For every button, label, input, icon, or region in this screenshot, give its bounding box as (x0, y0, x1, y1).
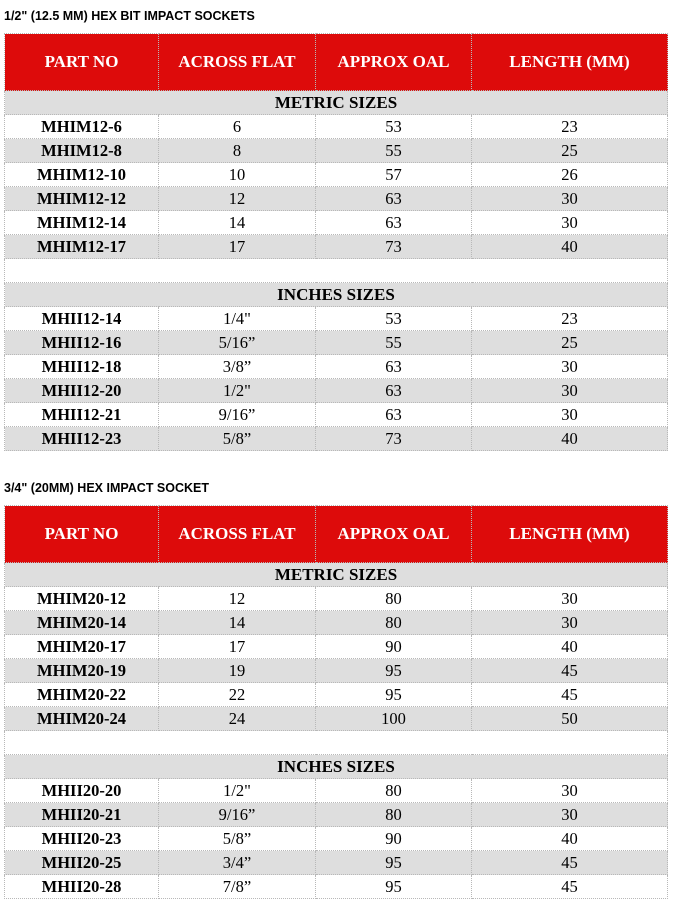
table-row (5, 851, 668, 875)
part-no-cell: MHIM20-24 (5, 707, 159, 731)
approx-oal-cell: 90 (316, 827, 472, 851)
length-cell: 45 (472, 659, 668, 683)
metric-sizes-row (5, 563, 668, 587)
approx-oal-cell: 57 (316, 163, 472, 187)
table-row (5, 683, 668, 707)
part-no-cell: MHIM12-10 (5, 163, 159, 187)
length-cell: 26 (472, 163, 668, 187)
part-no-cell: MHIM20-17 (5, 635, 159, 659)
table-row (5, 379, 668, 403)
length-cell: 30 (472, 803, 668, 827)
length-cell: 50 (472, 707, 668, 731)
part-no-cell: MHII12-23 (5, 427, 159, 451)
part-no-cell: MHII12-20 (5, 379, 159, 403)
table-row (5, 403, 668, 427)
table-row (5, 163, 668, 187)
header-part-no: PART NO (5, 34, 159, 91)
spacer-row (5, 259, 668, 283)
part-no-cell: MHIM12-12 (5, 187, 159, 211)
part-no-cell: MHIM12-6 (5, 115, 159, 139)
approx-oal-cell: 95 (316, 875, 472, 899)
approx-oal-cell: 100 (316, 707, 472, 731)
table-row (5, 659, 668, 683)
part-no-cell: MHIM12-14 (5, 211, 159, 235)
metric-sizes-label: METRIC SIZES (5, 563, 668, 587)
part-no-cell: MHII20-23 (5, 827, 159, 851)
table-row (5, 611, 668, 635)
across-flat-cell: 3/8” (159, 355, 316, 379)
length-cell: 30 (472, 587, 668, 611)
inches-sizes-row (5, 755, 668, 779)
length-cell: 45 (472, 683, 668, 707)
table-row (5, 779, 668, 803)
approx-oal-cell: 55 (316, 139, 472, 163)
across-flat-cell: 5/16” (159, 331, 316, 355)
table-row (5, 355, 668, 379)
part-no-cell: MHIM20-19 (5, 659, 159, 683)
spacer-row (5, 731, 668, 755)
table-row (5, 803, 668, 827)
across-flat-cell: 12 (159, 587, 316, 611)
approx-oal-cell: 55 (316, 331, 472, 355)
header-approx-oal: APPROX OAL (316, 34, 472, 91)
approx-oal-cell: 80 (316, 779, 472, 803)
approx-oal-cell: 95 (316, 659, 472, 683)
across-flat-cell: 9/16” (159, 803, 316, 827)
approx-oal-cell: 53 (316, 307, 472, 331)
across-flat-cell: 24 (159, 707, 316, 731)
header-across-flat: ACROSS FLAT (159, 34, 316, 91)
approx-oal-cell: 73 (316, 427, 472, 451)
approx-oal-cell: 63 (316, 403, 472, 427)
table-row (5, 427, 668, 451)
part-no-cell: MHIM20-22 (5, 683, 159, 707)
table-row (5, 211, 668, 235)
table-row (5, 115, 668, 139)
length-cell: 30 (472, 403, 668, 427)
table-row (5, 139, 668, 163)
across-flat-cell: 17 (159, 635, 316, 659)
across-flat-cell: 5/8” (159, 827, 316, 851)
part-no-cell: MHIM20-12 (5, 587, 159, 611)
approx-oal-cell: 95 (316, 683, 472, 707)
approx-oal-cell: 53 (316, 115, 472, 139)
length-cell: 40 (472, 427, 668, 451)
length-cell: 25 (472, 139, 668, 163)
length-cell: 25 (472, 331, 668, 355)
across-flat-cell: 1/2" (159, 379, 316, 403)
length-cell: 23 (472, 115, 668, 139)
length-cell: 30 (472, 379, 668, 403)
length-cell: 45 (472, 851, 668, 875)
part-no-cell: MHII20-28 (5, 875, 159, 899)
length-cell: 45 (472, 875, 668, 899)
across-flat-cell: 7/8” (159, 875, 316, 899)
header-across-flat: ACROSS FLAT (159, 506, 316, 563)
approx-oal-cell: 73 (316, 235, 472, 259)
approx-oal-cell: 63 (316, 355, 472, 379)
header-part-no: PART NO (5, 506, 159, 563)
across-flat-cell: 8 (159, 139, 316, 163)
across-flat-cell: 22 (159, 683, 316, 707)
header-length-mm: LENGTH (MM) (472, 34, 668, 91)
across-flat-cell: 1/4" (159, 307, 316, 331)
approx-oal-cell: 63 (316, 211, 472, 235)
table-row (5, 587, 668, 611)
length-cell: 30 (472, 355, 668, 379)
table-row (5, 187, 668, 211)
table-row (5, 827, 668, 851)
approx-oal-cell: 80 (316, 611, 472, 635)
length-cell: 30 (472, 211, 668, 235)
approx-oal-cell: 63 (316, 187, 472, 211)
length-cell: 30 (472, 611, 668, 635)
table-row (5, 875, 668, 899)
part-no-cell: MHIM12-17 (5, 235, 159, 259)
across-flat-cell: 6 (159, 115, 316, 139)
spacer-cell (5, 259, 668, 283)
length-cell: 40 (472, 235, 668, 259)
spec-table-three-quarter-inch (4, 505, 668, 899)
metric-sizes-row (5, 91, 668, 115)
across-flat-cell: 14 (159, 611, 316, 635)
part-no-cell: MHIM12-8 (5, 139, 159, 163)
part-no-cell: MHII20-25 (5, 851, 159, 875)
across-flat-cell: 1/2" (159, 779, 316, 803)
length-cell: 23 (472, 307, 668, 331)
length-cell: 40 (472, 635, 668, 659)
table-row (5, 235, 668, 259)
table-row (5, 331, 668, 355)
inches-sizes-row (5, 283, 668, 307)
approx-oal-cell: 90 (316, 635, 472, 659)
section-title-three-quarter-inch: 3/4" (20MM) HEX IMPACT SOCKET (4, 481, 210, 495)
inches-sizes-label: INCHES SIZES (5, 755, 668, 779)
table-row (5, 707, 668, 731)
length-cell: 30 (472, 187, 668, 211)
spec-table-half-inch (4, 33, 668, 451)
part-no-cell: MHIM20-14 (5, 611, 159, 635)
across-flat-cell: 9/16” (159, 403, 316, 427)
length-cell: 30 (472, 779, 668, 803)
part-no-cell: MHII12-16 (5, 331, 159, 355)
part-no-cell: MHII12-21 (5, 403, 159, 427)
part-no-cell: MHII12-14 (5, 307, 159, 331)
approx-oal-cell: 95 (316, 851, 472, 875)
approx-oal-cell: 80 (316, 803, 472, 827)
across-flat-cell: 17 (159, 235, 316, 259)
header-approx-oal: APPROX OAL (316, 506, 472, 563)
across-flat-cell: 3/4” (159, 851, 316, 875)
across-flat-cell: 14 (159, 211, 316, 235)
approx-oal-cell: 80 (316, 587, 472, 611)
across-flat-cell: 19 (159, 659, 316, 683)
spacer-cell (5, 731, 668, 755)
part-no-cell: MHII12-18 (5, 355, 159, 379)
length-cell: 40 (472, 827, 668, 851)
section-title-half-inch: 1/2" (12.5 MM) HEX BIT IMPACT SOCKETS (4, 9, 255, 23)
part-no-cell: MHII20-21 (5, 803, 159, 827)
across-flat-cell: 12 (159, 187, 316, 211)
inches-sizes-label: INCHES SIZES (5, 283, 668, 307)
header-length-mm: LENGTH (MM) (472, 506, 668, 563)
table-row (5, 635, 668, 659)
table-row (5, 307, 668, 331)
across-flat-cell: 5/8” (159, 427, 316, 451)
table-header-row (5, 506, 668, 563)
metric-sizes-label: METRIC SIZES (5, 91, 668, 115)
part-no-cell: MHII20-20 (5, 779, 159, 803)
table-header-row (5, 34, 668, 91)
across-flat-cell: 10 (159, 163, 316, 187)
approx-oal-cell: 63 (316, 379, 472, 403)
